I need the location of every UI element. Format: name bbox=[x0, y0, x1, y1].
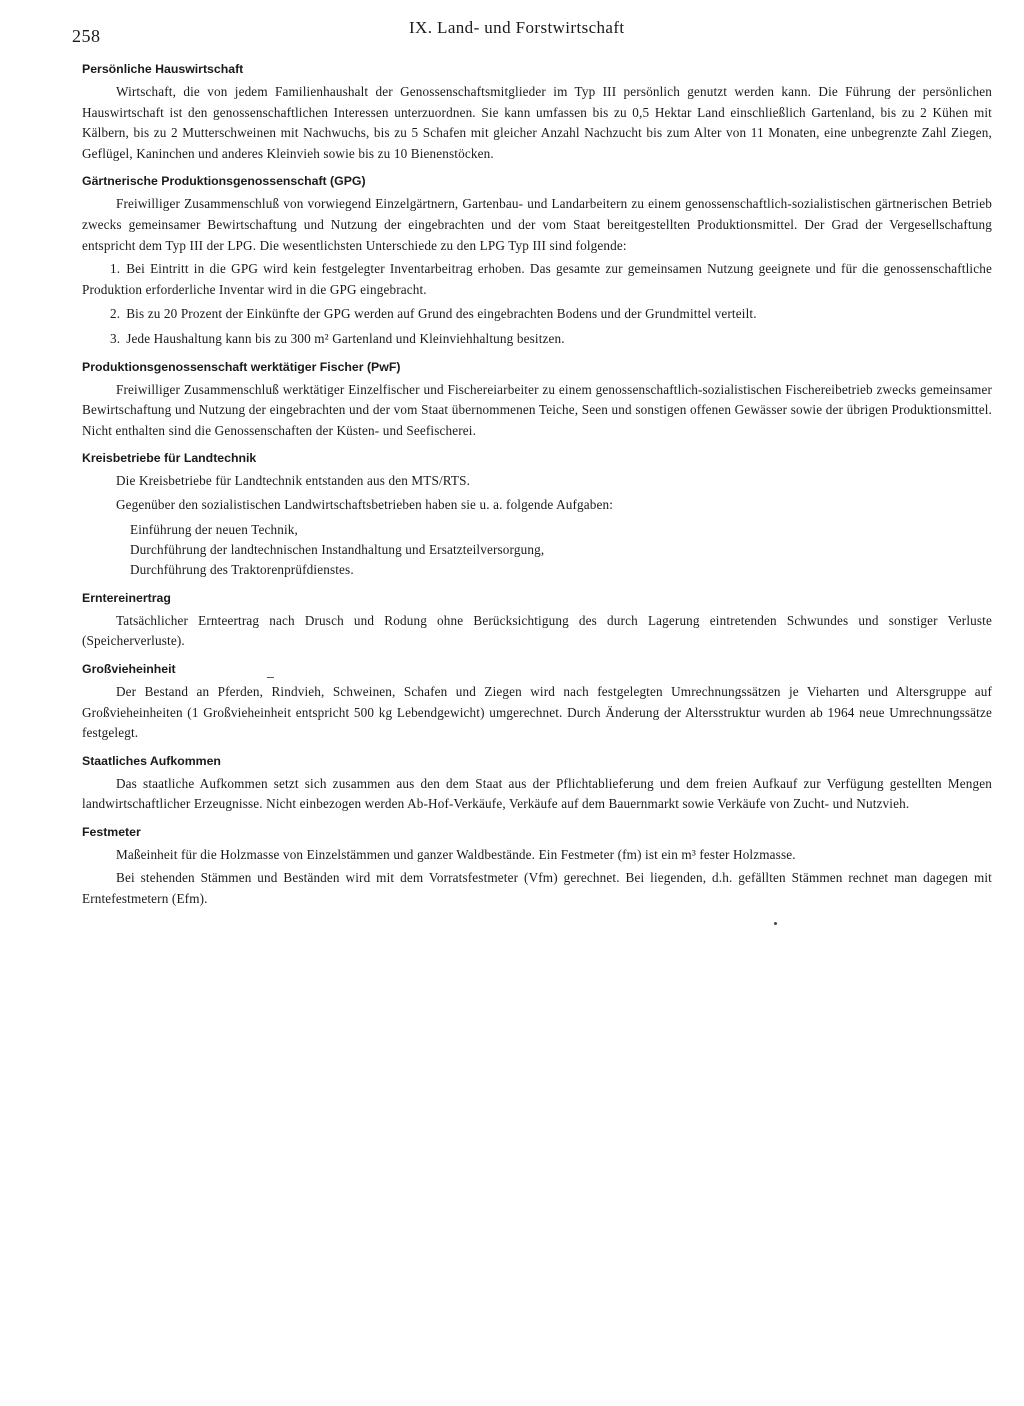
section-heading: Persönliche Hauswirtschaft bbox=[82, 62, 244, 76]
paragraph: Der Bestand an Pferden, Rindvieh, Schweinen, Schafen und Ziegen wird nach festgelegten Umrechnungssätzen je Vieharten und Altersgruppe auf Großvieheinheiten (1 Großvieheinheit entspricht 500 kg Lebendgewicht) umgerechnet. Durch Änderung der Altersstruktur wurden ab 1964 neue Umrechnungssätze festgelegt. bbox=[82, 683, 992, 741]
paragraph: Das staatliche Aufkommen setzt sich zusammen aus den dem Staat aus der Pflichtablieferung und dem freien Aufkauf zur Verfügung gestellten Mengen landwirtschaftlicher Erzeugnisse. Nicht einbezogen werden Ab-Hof-Verkäufe, Verkäufe auf dem Bauernmarkt sowie Verkäufe von Zucht- und Nutzvieh. bbox=[82, 775, 992, 812]
tasks-list bbox=[82, 520, 992, 581]
list-number: 3. bbox=[110, 330, 121, 346]
list-item bbox=[82, 304, 992, 325]
section-heading: Gärtnerische Produktionsgenossenschaft (GPG) bbox=[82, 174, 366, 189]
paragraph: Freiwilliger Zusammenschluß werktätiger Einzelfischer und Fischereiarbeiter zu einem genossenschaftlich-sozialistischen Fischereibetrieb zwecks gemeinsamer Bewirtschaftung und Nutzung der eingebrachten und der vom Staat übernommenen Teiche, Seen und sonstigen offenen Gewässer sowie der übrigen Produktionsmittel. Nicht enthalten sind die Genossenschaften der Küsten- und Seefischerei. bbox=[82, 381, 992, 438]
section-staatliches-aufkommen bbox=[82, 752, 992, 815]
paragraph: Gegenüber den sozialistischen Landwirtschaftsbetrieben haben sie u. a. folgende Aufgaben: bbox=[116, 496, 614, 512]
list-item bbox=[82, 259, 992, 300]
paragraph: Die Kreisbetriebe für Landtechnik entstanden aus den MTS/RTS. bbox=[116, 473, 471, 489]
paragraph: Freiwilliger Zusammenschluß von vorwiegend Einzelgärtnern, Gartenbau- und Landarbeitern zu einem genossenschaftlich-sozialistischen gärtnerischen Betrieb zwecks gemeinsamer Bewirtschaftung und Nutzung der eingebrachten und der vom Staat bereitgestellten Produktionsmittel. Der Grad der Vergesellschaftung entspricht dem Typ III der LPG. Die wesentlichsten Unterschiede zu den LPG Typ III sind folgende: bbox=[82, 196, 992, 253]
list-item: Durchführung des Traktorenprüfdienstes. bbox=[130, 562, 354, 578]
list-item bbox=[82, 329, 992, 350]
section-heading: Produktionsgenossenschaft werktätiger Fischer (PwF) bbox=[82, 359, 401, 374]
paragraph: Tatsächlicher Ernteertrag nach Drusch und Rodung ohne Berücksichtigung des durch Lagerung eintretenden Schwundes und sonstiger Verluste (Speicherverluste). bbox=[82, 612, 992, 649]
list-item: Durchführung der landtechnischen Instandhaltung und Ersatzteilversorgung, bbox=[130, 541, 545, 557]
print-artifact-dot bbox=[774, 922, 777, 925]
section-heading: Erntereinertrag bbox=[82, 590, 171, 605]
running-head: IX. Land- und Forstwirtschaft bbox=[409, 18, 625, 37]
paragraph: Bei stehenden Stämmen und Beständen wird mit dem Vorratsfestmeter (Vfm) gerechnet. Bei liegenden, d.h. gefällten Stämmen rechnet man dagegen mit Erntefestmetern (Efm). bbox=[82, 870, 992, 907]
section-heading: Großvieheinheit bbox=[82, 661, 176, 676]
section-kreisbetriebe-landtechnik bbox=[82, 449, 992, 580]
section-pwf bbox=[82, 358, 992, 442]
section-heading: Kreisbetriebe für Landtechnik bbox=[82, 451, 257, 466]
section-gpg bbox=[82, 172, 992, 349]
paragraph: Wirtschaft, die von jedem Familienhaushalt der Genossenschaftsmitglieder im Typ III persönlich genutzt werden kann. Die Führung der persönlichen Hauswirtschaft ist den genossenschaftlichen Interessen unterzuordnen. Sie kann umfassen bis zu 0,5 Hektar Land einschließlich Gartenland, bis zu 2 Kühen mit Kälbern, bis zu 2 Mutterschweinen mit Nachwuchs, bis zu 5 Schafen mit gleicher Anzahl Nachzucht bis zum Alter von 11 Monaten, eine unbegrenzte Zahl Ziegen, Geflügel, Kaninchen und anderes Kleinvieh sowie bis zu 10 Bienenstöcken. bbox=[82, 84, 992, 161]
list-number: 2. bbox=[110, 306, 121, 322]
section-festmeter bbox=[82, 823, 992, 910]
list-number: 1. bbox=[110, 261, 121, 277]
print-artifact-dash bbox=[267, 677, 274, 678]
list-text: Bis zu 20 Prozent der Einkünfte der GPG werden auf Grund des eingebrachten Bodens und der Grundmittel verteilt. bbox=[126, 306, 757, 322]
list-text: Jede Haushaltung kann bis zu 300 m² Gartenland und Kleinviehhaltung besitzen. bbox=[126, 330, 565, 346]
section-heading: Festmeter bbox=[82, 824, 141, 839]
paragraph: Maßeinheit für die Holzmasse von Einzelstämmen und ganzer Waldbestände. Ein Festmeter (fm) ist ein m³ fester Holzmasse. bbox=[116, 846, 796, 862]
page-number: 258 bbox=[72, 26, 101, 46]
gpg-differences-list bbox=[82, 259, 992, 349]
section-persoenliche-hauswirtschaft bbox=[82, 60, 992, 164]
section-heading: Staatliches Aufkommen bbox=[82, 753, 221, 768]
page-content bbox=[82, 60, 992, 918]
section-grossvieheinheit bbox=[82, 660, 992, 744]
list-text: Bei Eintritt in die GPG wird kein festgelegter Inventarbeitrag erhoben. Das gesamte zur gemeinsamen Nutzung geeignete und für die genossenschaftliche Produktion erforderliche Inventar wird in die GPG eingebracht. bbox=[82, 261, 992, 297]
list-item: Einführung der neuen Technik, bbox=[130, 521, 298, 537]
section-erntereinertrag bbox=[82, 589, 992, 652]
